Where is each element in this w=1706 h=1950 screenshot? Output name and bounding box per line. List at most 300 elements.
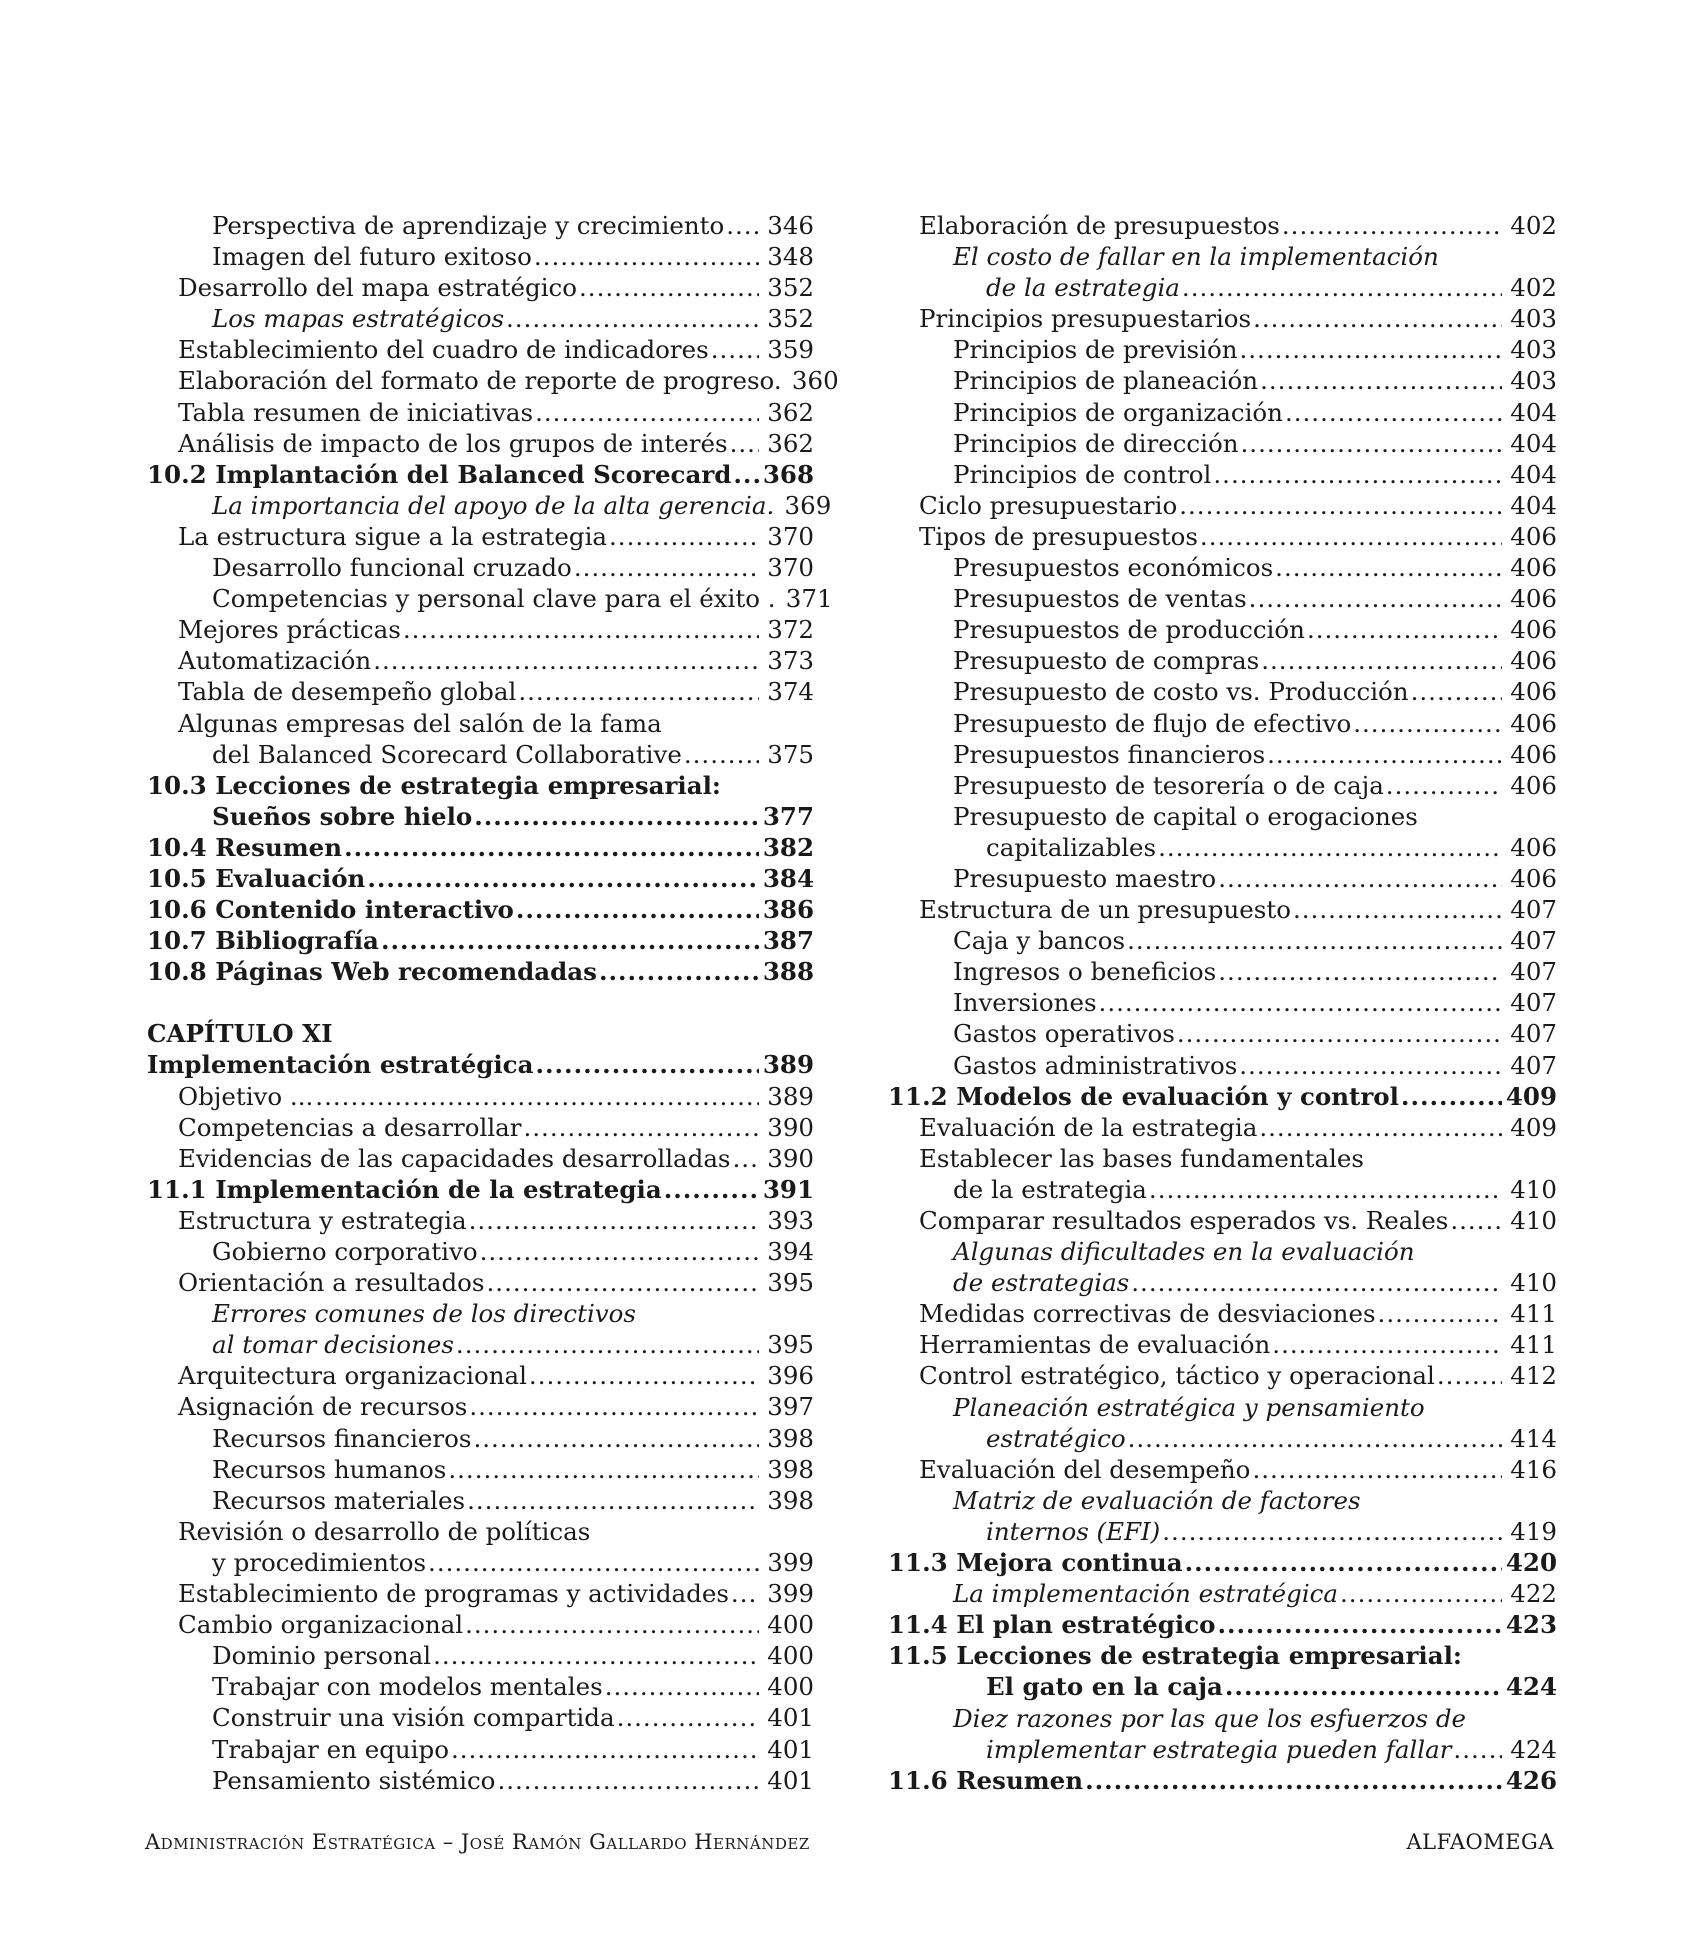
toc-leader-dots — [1293, 894, 1502, 925]
toc-entry-page: 411 — [1510, 1299, 1557, 1329]
toc-entry — [147, 1267, 814, 1298]
toc-entry — [888, 1050, 1557, 1081]
toc-entry-page: 406 — [1510, 770, 1557, 800]
toc-entry-title: Implementación estratégica — [147, 1050, 534, 1080]
toc-entry-page: 395 — [767, 1330, 814, 1360]
toc-entry-page: 390 — [767, 1112, 814, 1142]
toc-leader-dots — [529, 1360, 759, 1391]
toc-entry-page: 406 — [1510, 739, 1557, 769]
toc-entry — [888, 397, 1557, 428]
toc-entry — [888, 1640, 1557, 1671]
toc-leader-dots — [1218, 863, 1502, 894]
toc-leader-dots — [473, 1423, 759, 1454]
toc-leader-dots — [1158, 832, 1502, 863]
toc-entry-title: Arquitectura organizacional — [178, 1361, 527, 1391]
toc-entry-page: 368 — [762, 459, 814, 489]
toc-entry — [147, 397, 814, 428]
toc-entry-title: Errores comunes de los directivos — [212, 1299, 636, 1329]
toc-entry — [888, 863, 1557, 894]
toc-entry-title: implementar estrategia pueden fallar — [986, 1734, 1452, 1764]
toc-entry-title: Recursos financieros — [212, 1423, 472, 1453]
toc-entry — [888, 1578, 1557, 1609]
toc-entry — [147, 614, 814, 645]
toc-entry — [888, 739, 1557, 770]
toc-entry-title: Diez razones por las que los esfuerzos de — [953, 1703, 1467, 1733]
toc-entry — [147, 272, 814, 303]
toc-leader-dots — [373, 645, 759, 676]
toc-entry-title: Herramientas de evaluación — [919, 1330, 1271, 1360]
toc-leader-dots — [1225, 1671, 1502, 1702]
toc-leader-dots — [1217, 1609, 1502, 1640]
toc-entry-page: 400 — [767, 1610, 814, 1640]
toc-entry-title: Presupuestos de producción — [953, 615, 1305, 645]
toc-entry — [888, 770, 1557, 801]
toc-leader-dots — [1127, 925, 1502, 956]
toc-entry-page: 402 — [1510, 211, 1557, 240]
toc-leader-dots — [534, 241, 759, 272]
toc-entry — [888, 210, 1557, 241]
toc-leader-dots — [1249, 583, 1502, 614]
toc-leader-dots — [1252, 1454, 1502, 1485]
toc-entry-title: Matriz de evaluación de factores — [953, 1485, 1361, 1515]
toc-entry-title: La importancia del apoyo de la alta gerencia. — [212, 490, 775, 520]
toc-leader-dots — [516, 894, 759, 925]
toc-entry-page: 422 — [1510, 1579, 1557, 1609]
toc-entry-title: La estructura sigue a la estrategia — [178, 521, 608, 551]
toc-entry-page: 407 — [1510, 926, 1557, 956]
toc-entry-page: 404 — [1510, 459, 1557, 489]
toc-entry-title: Pensamiento sistémico — [212, 1765, 496, 1795]
toc-entry — [888, 459, 1557, 490]
toc-entry-page: 370 — [767, 521, 814, 551]
toc-entry — [888, 1547, 1557, 1578]
toc-leader-dots — [469, 1391, 759, 1422]
toc-entry-page: 377 — [762, 801, 814, 831]
toc-entry-title: Establecer las bases fundamentales — [919, 1143, 1364, 1173]
toc-entry-page: 411 — [1510, 1330, 1557, 1360]
toc-entry-page: 416 — [1510, 1454, 1557, 1484]
toc-leader-dots — [1272, 1329, 1502, 1360]
toc-entry — [147, 1143, 814, 1174]
toc-leader-dots — [1285, 397, 1502, 428]
toc-leader-dots — [1179, 490, 1502, 521]
toc-entry — [888, 1298, 1557, 1329]
toc-entry-page: 426 — [1505, 1765, 1557, 1795]
toc-entry — [147, 708, 814, 739]
toc-entry — [147, 1765, 814, 1796]
toc-entry — [888, 894, 1557, 925]
toc-entry-title: Presupuestos financieros — [953, 739, 1266, 769]
toc-entry-title: estratégico — [986, 1423, 1126, 1453]
toc-entry-page: 391 — [762, 1174, 814, 1204]
toc-entry-page: 400 — [767, 1672, 814, 1702]
toc-entry — [888, 521, 1557, 552]
toc-entry — [147, 365, 839, 396]
toc-entry — [888, 1112, 1557, 1143]
toc-entry — [888, 614, 1557, 645]
toc-entry-title: y procedimientos — [212, 1547, 427, 1577]
toc-entry-page: 406 — [1510, 708, 1557, 738]
toc-entry-page: 406 — [1510, 646, 1557, 676]
toc-entry-title: Presupuesto de tesorería o de caja — [953, 770, 1384, 800]
toc-entry-title: 10.6 Contenido interactivo — [147, 895, 514, 925]
toc-entry — [147, 1578, 814, 1609]
toc-entry-page: 403 — [1510, 304, 1557, 334]
toc-entry — [888, 1485, 1557, 1516]
toc-entry-title: Control estratégico, táctico y operacional — [919, 1361, 1435, 1391]
toc-entry-page: 387 — [762, 926, 814, 956]
toc-leader-dots — [605, 1671, 759, 1702]
toc-entry — [888, 552, 1557, 583]
toc-entry-title: Elaboración del formato de reporte de progreso. — [178, 366, 782, 396]
toc-entry-title: Revisión o desarrollo de políticas — [178, 1516, 591, 1546]
toc-entry-title: de la estrategia — [986, 273, 1180, 303]
toc-entry — [147, 1734, 814, 1765]
toc-entry — [147, 739, 814, 770]
toc-entry-page: 403 — [1510, 335, 1557, 365]
toc-entry-page: 374 — [767, 677, 814, 707]
toc-entry — [888, 1360, 1557, 1391]
toc-entry — [147, 1609, 814, 1640]
toc-leader-dots — [1453, 1734, 1502, 1765]
toc-entry-page: 346 — [767, 211, 814, 240]
toc-left-column — [147, 210, 839, 1796]
toc-entry — [888, 987, 1557, 1018]
toc-entry — [888, 925, 1557, 956]
toc-entry-page: 410 — [1510, 1206, 1557, 1235]
toc-entry-title: Construir una visión compartida — [212, 1703, 615, 1733]
toc-entry-title: Presupuesto de flujo de efectivo — [953, 708, 1352, 738]
toc-entry-page: 399 — [767, 1579, 814, 1609]
toc-entry-page: 407 — [1510, 1050, 1557, 1080]
toc-entry — [147, 1174, 814, 1205]
toc-leader-dots — [381, 925, 759, 956]
toc-leader-dots — [467, 1485, 759, 1516]
toc-entry — [147, 1485, 814, 1516]
toc-leader-dots — [1239, 1050, 1502, 1081]
toc-entry — [147, 1671, 814, 1702]
toc-entry-title: Gobierno corporativo — [212, 1237, 478, 1266]
toc-entry — [888, 676, 1557, 707]
toc-leader-dots — [448, 1454, 759, 1485]
toc-entry-page: 401 — [767, 1703, 814, 1733]
toc-entry — [888, 1765, 1557, 1796]
toc-entry — [147, 801, 814, 832]
toc-leader-dots — [617, 1702, 759, 1733]
toc-entry-title: 11.4 El plan estratégico — [888, 1610, 1216, 1640]
toc-entry-page: 372 — [767, 615, 814, 645]
toc-entry-title: Gastos administrativos — [953, 1050, 1238, 1080]
toc-entry — [147, 925, 814, 956]
toc-entry-title: Presupuestos económicos — [953, 553, 1274, 583]
toc-entry-page: 424 — [1510, 1734, 1557, 1764]
toc-entry — [147, 210, 814, 241]
toc-entry-title: Recursos humanos — [212, 1454, 447, 1484]
toc-leader-dots — [1282, 210, 1502, 241]
toc-leader-dots — [1218, 956, 1502, 987]
toc-leader-dots — [367, 863, 759, 894]
toc-entry — [147, 552, 814, 583]
toc-entry-page: 394 — [767, 1237, 814, 1266]
toc-entry — [888, 490, 1557, 521]
toc-leader-dots — [1149, 1174, 1502, 1205]
toc-entry-page: 390 — [767, 1143, 814, 1173]
toc-entry — [888, 1423, 1557, 1454]
toc-entry-title: Algunas dificultades en la evaluación — [953, 1237, 1415, 1267]
toc-leader-dots — [1340, 1578, 1502, 1609]
toc-entry-page: 420 — [1505, 1548, 1557, 1578]
toc-leader-dots — [474, 801, 759, 832]
toc-entry-page: 371 — [785, 584, 833, 614]
chapter-heading: CAPÍTULO XI — [147, 1019, 333, 1049]
toc-leader-dots — [664, 1174, 759, 1205]
toc-entry-title: de la estrategia — [953, 1174, 1147, 1204]
toc-entry — [888, 1018, 1557, 1049]
toc-leader-dots — [579, 272, 759, 303]
toc-entry-title: Asignación de recursos — [178, 1392, 468, 1422]
toc-entry-title: Principios presupuestarios — [919, 304, 1252, 334]
toc-entry — [147, 1516, 814, 1547]
toc-entry-page: 362 — [767, 428, 814, 458]
toc-list-chapter-11 — [147, 1049, 814, 1795]
toc-entry-title: 10.2 Implantación del Balanced Scorecard — [147, 459, 732, 489]
toc-entry-title: Planeación estratégica y pensamiento — [953, 1392, 1425, 1422]
toc-leader-dots — [1131, 1267, 1502, 1298]
toc-entry-title: El costo de fallar en la implementación — [953, 242, 1439, 272]
toc-entry — [147, 645, 814, 676]
toc-entry-page: 348 — [767, 242, 814, 272]
toc-leader-dots — [1260, 365, 1502, 396]
toc-entry-title: Establecimiento de programas y actividades — [178, 1579, 729, 1609]
toc-entry — [888, 1143, 1557, 1174]
toc-entry-title: Competencias a desarrollar — [178, 1112, 522, 1142]
toc-leader-dots — [1437, 1360, 1502, 1391]
toc-entry-page: 409 — [1510, 1112, 1557, 1142]
toc-entry — [147, 490, 832, 521]
toc-entry — [888, 1609, 1557, 1640]
toc-entry — [888, 428, 1557, 459]
toc-leader-dots — [731, 1578, 759, 1609]
toc-entry-title: Desarrollo funcional cruzado — [212, 553, 572, 583]
toc-entry-page: 393 — [767, 1205, 814, 1235]
toc-leader-dots — [1099, 987, 1502, 1018]
toc-entry-title: Imagen del futuro exitoso — [212, 242, 532, 272]
toc-entry-title: Desarrollo del mapa estratégico — [178, 273, 577, 303]
toc-entry — [147, 1112, 814, 1143]
toc-entry-title: Presupuesto maestro — [953, 863, 1217, 893]
toc-entry-title: Trabajar con modelos mentales — [212, 1672, 603, 1702]
toc-entry-title: del Balanced Scorecard Collaborative — [212, 739, 682, 769]
toc-entry — [888, 956, 1557, 987]
toc-entry — [888, 801, 1557, 832]
toc-leader-dots — [456, 1329, 759, 1360]
toc-entry-page: 389 — [762, 1050, 814, 1080]
toc-entry-title: Ciclo presupuestario — [919, 490, 1178, 520]
toc-entry-title: capitalizables — [986, 832, 1157, 862]
toc-leader-dots — [451, 1734, 759, 1765]
toc-entry-title: Tipos de presupuestos — [919, 521, 1198, 551]
toc-entry-title: Evaluación del desempeño — [919, 1454, 1251, 1484]
toc-leader-dots — [403, 614, 759, 645]
toc-entry-title: Orientación a resultados — [178, 1268, 485, 1298]
toc-entry — [147, 1423, 814, 1454]
toc-list-chapter-11-cont — [888, 210, 1557, 1796]
toc-entry-title: internos (EFI) — [986, 1516, 1161, 1546]
toc-entry — [147, 303, 814, 334]
toc-leader-dots — [1253, 303, 1502, 334]
toc-leader-dots — [1307, 614, 1502, 645]
toc-entry-page: 382 — [762, 832, 814, 862]
toc-leader-dots — [518, 676, 759, 707]
toc-entry — [888, 1267, 1557, 1298]
toc-entry — [888, 1081, 1557, 1112]
toc-entry-page: 398 — [767, 1485, 814, 1515]
toc-entry-page: 403 — [1510, 366, 1557, 396]
toc-entry-title: Recursos materiales — [212, 1485, 466, 1515]
toc-entry-page: 412 — [1510, 1361, 1557, 1391]
toc-entry-title: Comparar resultados esperados vs. Reales — [919, 1206, 1449, 1235]
toc-leader-dots — [733, 1143, 759, 1174]
toc-entry-title: Mejores prácticas — [178, 615, 401, 645]
toc-entry-title: Presupuesto de capital o erogaciones — [953, 801, 1418, 831]
toc-leader-dots — [1275, 552, 1502, 583]
toc-entry-page: 399 — [767, 1547, 814, 1577]
toc-leader-dots — [684, 739, 759, 770]
toc-entry — [888, 241, 1557, 272]
toc-entry-page: 406 — [1510, 677, 1557, 707]
toc-leader-dots — [1162, 1516, 1502, 1547]
toc-leader-dots — [428, 1547, 759, 1578]
toc-leader-dots — [609, 521, 759, 552]
toc-leader-dots — [315, 1081, 759, 1112]
toc-entry — [147, 1049, 814, 1080]
toc-leader-dots — [1213, 459, 1502, 490]
toc-entry-page: 404 — [1510, 490, 1557, 520]
toc-entry-title: Principios de dirección — [953, 428, 1239, 458]
toc-entry — [888, 1174, 1557, 1205]
toc-entry-page: 352 — [767, 304, 814, 334]
toc-leader-dots — [1401, 1081, 1502, 1112]
toc-entry-title: Perspectiva de aprendizaje y crecimiento — [212, 211, 725, 240]
toc-entry — [888, 1671, 1557, 1702]
footer-book-title: Administración Estratégica – José Ramón Gallardo Hernández — [145, 1830, 810, 1854]
toc-right-column — [888, 210, 1557, 1796]
toc-entry — [888, 1205, 1557, 1236]
toc-leader-dots — [1353, 708, 1502, 739]
toc-entry — [147, 521, 814, 552]
toc-entry-title: Los mapas estratégicos — [212, 304, 505, 334]
toc-entry-page: 406 — [1510, 615, 1557, 645]
toc-leader-dots — [599, 956, 759, 987]
toc-entry — [888, 832, 1557, 863]
toc-entry-title: Estructura y estrategia — [178, 1205, 467, 1235]
toc-leader-dots — [535, 397, 759, 428]
footer-publisher: ALFAOMEGA — [1406, 1830, 1554, 1854]
toc-entry-title: Principios de organización — [953, 397, 1283, 427]
toc-entry-title: 11.3 Mejora continua — [888, 1548, 1183, 1578]
toc-leader-dots — [1128, 1423, 1502, 1454]
toc-entry-title: 11.2 Modelos de evaluación y control — [888, 1081, 1399, 1111]
toc-entry-page: 375 — [767, 739, 814, 769]
toc-entry — [147, 1236, 814, 1267]
toc-entry-page: 406 — [1510, 521, 1557, 551]
toc-entry-title: El gato en la caja — [986, 1672, 1223, 1702]
toc-entry-page: 396 — [767, 1361, 814, 1391]
toc-entry — [888, 303, 1557, 334]
toc-entry — [888, 1236, 1557, 1267]
toc-entry-title: Principios de previsión — [953, 335, 1238, 365]
toc-leader-dots — [465, 1609, 759, 1640]
toc-entry-page: 362 — [767, 397, 814, 427]
toc-entry-page: 406 — [1510, 584, 1557, 614]
toc-leader-dots — [1200, 521, 1502, 552]
toc-entry — [888, 1392, 1557, 1423]
toc-entry — [147, 428, 814, 459]
toc-entry-page: 423 — [1505, 1610, 1557, 1640]
toc-entry-page: 407 — [1510, 957, 1557, 987]
toc-leader-dots — [711, 334, 759, 365]
toc-entry-title: Algunas empresas del salón de la fama — [178, 708, 662, 738]
toc-entry-page: 352 — [767, 273, 814, 303]
toc-leader-dots — [433, 1640, 759, 1671]
toc-entry-title: Presupuestos de ventas — [953, 584, 1247, 614]
toc-leader-dots — [1450, 1205, 1502, 1236]
toc-leader-dots — [1386, 770, 1502, 801]
toc-entry — [147, 1454, 814, 1485]
toc-entry — [147, 676, 814, 707]
toc-leader-dots — [1267, 739, 1502, 770]
toc-leader-dots — [1177, 1018, 1502, 1049]
toc-entry-page: 402 — [1510, 273, 1557, 303]
toc-entry-page: 410 — [1510, 1174, 1557, 1204]
toc-entry-title: Tabla de desempeño global — [178, 677, 517, 707]
toc-entry — [147, 459, 814, 490]
toc-entry — [147, 832, 814, 863]
toc-entry-title: Presupuesto de compras — [953, 646, 1260, 676]
toc-entry-page: 406 — [1510, 553, 1557, 583]
toc-leader-dots — [1261, 645, 1502, 676]
toc-entry-title: Cambio organizacional — [178, 1610, 464, 1640]
toc-entry — [147, 1081, 814, 1112]
toc-leader-dots — [469, 1205, 759, 1236]
toc-entry — [888, 365, 1557, 396]
toc-list-chapter-10 — [147, 210, 839, 987]
toc-entry-page: 401 — [767, 1734, 814, 1764]
toc-leader-dots — [523, 1112, 759, 1143]
toc-entry-page: 424 — [1505, 1672, 1557, 1702]
toc-entry-title: Inversiones — [953, 988, 1097, 1018]
toc-entry-page: 370 — [767, 553, 814, 583]
toc-leader-dots — [726, 210, 759, 241]
toc-leader-dots — [1182, 272, 1502, 303]
toc-leader-dots — [344, 832, 759, 863]
toc-entry-page: 419 — [1510, 1516, 1557, 1546]
toc-entry-title: Dominio personal — [212, 1641, 432, 1671]
toc-leader-dots — [480, 1236, 759, 1267]
toc-entry-page: 400 — [767, 1641, 814, 1671]
toc-entry-page: 389 — [767, 1081, 814, 1111]
toc-entry-title: Sueños sobre hielo — [212, 801, 473, 831]
toc-entry-page: 386 — [762, 895, 814, 925]
toc-entry — [888, 272, 1557, 303]
toc-entry-title: al tomar decisiones — [212, 1330, 454, 1360]
toc-entry-page: 373 — [767, 646, 814, 676]
toc-leader-dots — [733, 459, 759, 490]
toc-entry-title: Evaluación de la estrategia — [919, 1112, 1258, 1142]
toc-entry-page: 398 — [767, 1423, 814, 1453]
toc-entry — [147, 1391, 814, 1422]
toc-entry-title: 10.7 Bibliografía — [147, 926, 379, 956]
